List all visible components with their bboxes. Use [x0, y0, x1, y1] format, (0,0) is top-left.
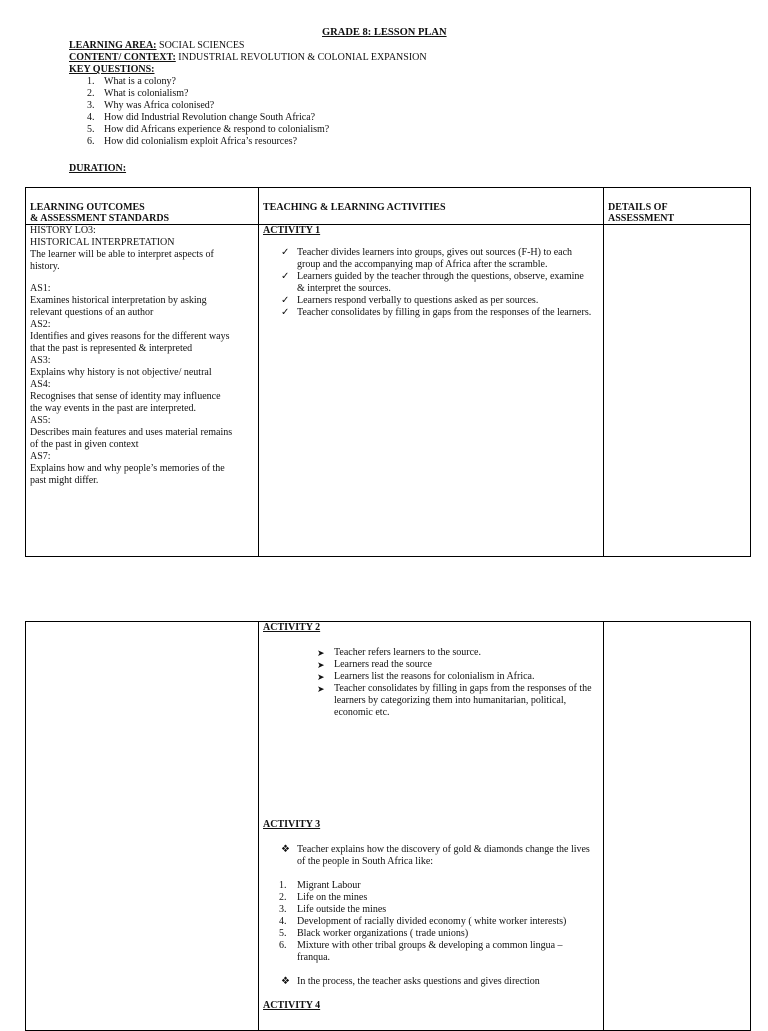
activity2-item: ➤ Learners read the source	[263, 659, 593, 671]
header-outcomes-line2: & ASSESSMENT STANDARDS	[30, 213, 170, 224]
activity1-item: ✓ Learners guided by the teacher through the questions, observe, examine & interpret the sources.	[263, 271, 593, 295]
outcome-line: AS5:	[30, 415, 51, 426]
activity1-title: ACTIVITY 1	[263, 225, 321, 236]
outcome-line: The learner will be able to interpret aspects of	[30, 249, 214, 260]
outcome-line: AS2:	[30, 319, 51, 330]
key-questions-list	[87, 76, 329, 148]
activity3-list	[263, 880, 593, 964]
header-block	[69, 40, 427, 76]
assessment-cell-1	[604, 225, 751, 557]
key-question-item: 6. How did colonialism exploit Africa’s resources?	[87, 136, 298, 147]
activity1-item: ✓ Learners respond verbally to questions asked as per sources.	[263, 295, 593, 307]
outcome-line: Describes main features and uses material remains	[30, 427, 233, 438]
activity2-item: ➤ Teacher refers learners to the source.	[263, 647, 593, 659]
key-question-item: 2. What is colonialism?	[87, 88, 189, 99]
outcome-line: AS7:	[30, 451, 51, 462]
activity3-note-list	[263, 976, 593, 988]
activity1-list	[263, 247, 593, 319]
activity1-item: ✓ Teacher divides learners into groups, gives out sources (F-H) to each group and the accompanying map of Africa after the scramble.	[263, 247, 593, 271]
key-questions-line	[69, 64, 427, 76]
activity2-title: ACTIVITY 2	[263, 622, 321, 633]
outcome-line: HISTORICAL INTERPRETATION	[30, 237, 175, 248]
activity3-item: 2. Life on the mines	[279, 892, 368, 903]
outcome-line: Explains how and why people’s memories of the	[30, 463, 225, 474]
activity3-item: 1. Migrant Labour	[279, 880, 361, 891]
outcome-line: history.	[30, 261, 60, 272]
duration-label: DURATION:	[69, 163, 127, 174]
activity3-item: 3. Life outside the mines	[279, 904, 387, 915]
activity3-title: ACTIVITY 3	[263, 819, 321, 830]
outcome-line: relevant questions of an author	[30, 307, 154, 318]
outcomes-cell	[26, 225, 259, 557]
key-question-item: 4. How did Industrial Revolution change South Africa?	[87, 112, 316, 123]
outcome-line	[30, 273, 258, 283]
outcome-line: the way events in the past are interpreted.	[30, 403, 197, 414]
learning-area-line	[69, 40, 427, 52]
header-activities	[259, 188, 604, 225]
content-value: INDUSTRIAL REVOLUTION & COLONIAL EXPANSION	[175, 52, 427, 63]
outcome-line: Identifies and gives reasons for the different ways	[30, 331, 230, 342]
activity1-item: ✓ Teacher consolidates by filling in gaps from the responses of the learners.	[263, 307, 593, 319]
header-activities-text: TEACHING & LEARNING ACTIVITIES	[263, 202, 446, 213]
outcome-line: past might differ.	[30, 475, 99, 486]
outcome-line: Examines historical interpretation by asking	[30, 295, 207, 306]
outcome-line: AS3:	[30, 355, 51, 366]
activity2-item: ➤ Learners list the reasons for colonialism in Africa.	[263, 671, 593, 683]
outcome-line: of the past in given context	[30, 439, 139, 450]
activities-cell-2	[259, 622, 604, 1031]
content-line	[69, 52, 427, 64]
activity4-title: ACTIVITY 4	[263, 1000, 321, 1011]
outcome-line: Recognises that sense of identity may influence	[30, 391, 221, 402]
header-assessment-line1: DETAILS OF	[608, 202, 668, 213]
outcome-line: Explains why history is not objective/ neutral	[30, 367, 212, 378]
learning-area-value: SOCIAL SCIENCES	[156, 40, 245, 51]
key-question-item: 5. How did Africans experience & respond to colonialism?	[87, 124, 330, 135]
outcomes-cell-2	[26, 622, 259, 1031]
activity3-note: ❖ In the process, the teacher asks questions and gives direction	[263, 976, 593, 988]
activity2-list	[263, 647, 593, 719]
learning-area-label: LEARNING AREA:	[69, 40, 157, 51]
outcomes-list	[30, 225, 258, 487]
header-outcomes-line1: LEARNING OUTCOMES	[30, 202, 145, 213]
outcome-line: that the past is represented & interpreted	[30, 343, 193, 354]
activity3-item: 5. Black worker organizations ( trade unions)	[279, 928, 469, 939]
header-assessment	[604, 188, 751, 225]
header-outcomes	[26, 188, 259, 225]
key-question-item: 1. What is a colony?	[87, 76, 176, 87]
lesson-plan-table-page1	[25, 187, 751, 557]
activity1-cell	[259, 225, 604, 557]
key-question-item: 3. Why was Africa colonised?	[87, 100, 215, 111]
activity3-item: 4. Development of racially divided economy ( white worker interests)	[279, 916, 567, 927]
activity3-item: 6. Mixture with other tribal groups & developing a common lingua – franqua.	[279, 940, 563, 963]
outcome-line: HISTORY LO3:	[30, 225, 96, 236]
activity3-intro: ❖ Teacher explains how the discovery of gold & diamonds change the lives of the people in South Africa like:	[263, 844, 593, 868]
header-assessment-line2: ASSESSMENT	[608, 213, 675, 224]
assessment-cell-2	[604, 622, 751, 1031]
activity2-item: ➤ Teacher consolidates by filling in gaps from the responses of the learners by categorizing them into humanitarian, political, economic etc.	[263, 683, 593, 719]
content-label: CONTENT/ CONTEXT:	[69, 52, 176, 63]
lesson-plan-table-page2	[25, 621, 751, 1031]
page-title: GRADE 8: LESSON PLAN	[322, 27, 447, 38]
activity3-intro-list	[263, 844, 593, 868]
outcome-line: AS1:	[30, 283, 51, 294]
key-questions-label: KEY QUESTIONS:	[69, 64, 155, 75]
outcome-line: AS4:	[30, 379, 51, 390]
